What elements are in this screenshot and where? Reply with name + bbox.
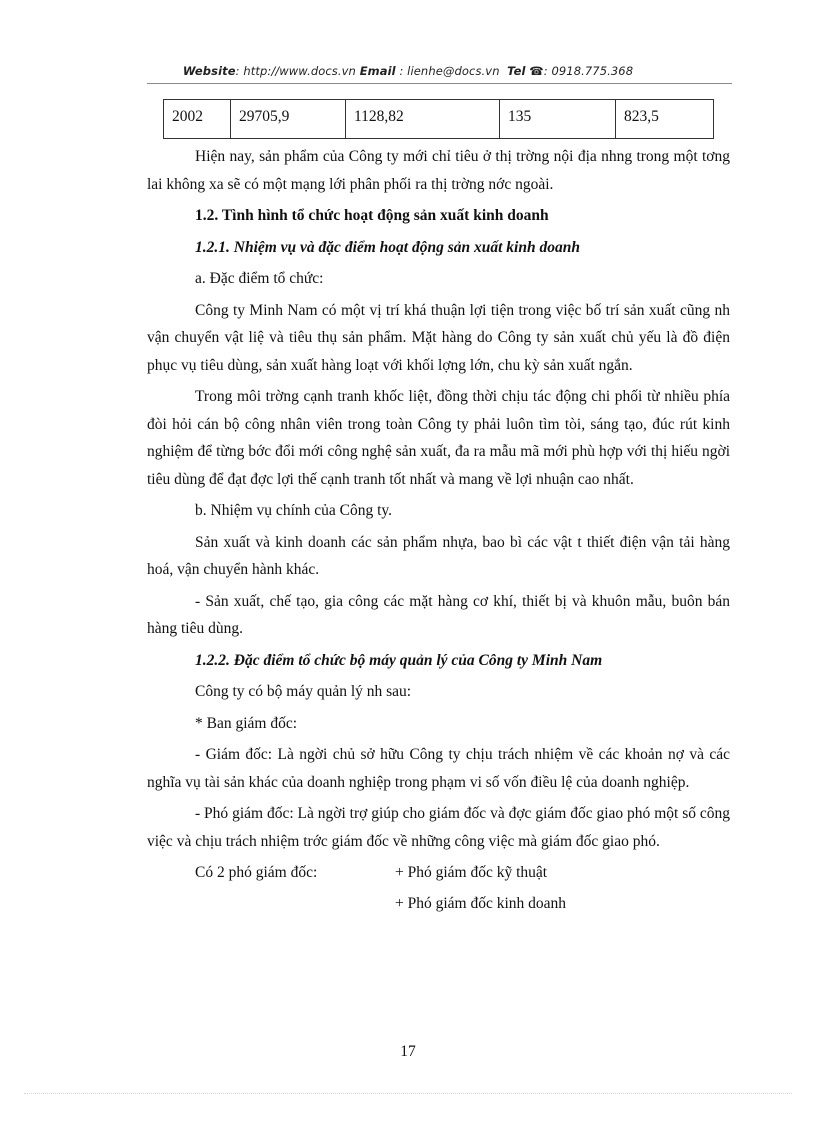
deputy-item: + Phó giám đốc kinh doanh [395,895,567,912]
table-cell: 823,5 [616,100,714,139]
table-cell: 1128,82 [346,100,500,139]
paragraph: Sản xuất và kinh doanh các sản phẩm nhựa, bao bì các vật t thiết điện vận tải hàng hoá, vận chuyển hành khác. [147,533,730,578]
deputies-label: Có 2 phó giám đốc: [195,864,318,881]
email-value: : lienhe@docs.vn [399,64,500,78]
paragraph: Công ty có bộ máy quản lý nh sau: [195,683,412,700]
subsection-heading: 1.2.2. Đặc điểm tổ chức bộ máy quản lý của Công ty Minh Nam [195,651,603,669]
paragraph: Hiện nay, sản phẩm của Công ty mới chỉ tiêu ở thị trờng nội địa nhng trong một tơng lai không xa sẽ có một mạng lới phân phối ra thị trờng nớc ngoài. [147,148,730,193]
page-number: 17 [400,1043,416,1060]
paragraph: a. Đặc điểm tổ chức: [195,270,324,287]
deputies-row [147,890,730,921]
table-cell: 135 [500,100,616,139]
paragraph: - Phó giám đốc: Là ngời trợ giúp cho giám đốc và đợc giám đốc giao phó một số công việc và chịu trách nhiệm trớc giám đốc về những công việc mà giám đốc giao phó. [147,805,730,850]
table-cell-year: 2002 [164,100,231,139]
document-body [147,143,730,921]
paragraph: - Sản xuất, chế tạo, gia công các mặt hàng cơ khí, thiết bị và khuôn mẫu, buôn bán hàng tiêu dùng. [147,592,730,637]
phone-icon: ☎ [529,64,544,78]
paragraph: Công ty Minh Nam có một vị trí khá thuận lợi tiện trong việc bố trí sản xuất cũng nh vận chuyển vật liệ và tiêu thụ sản phẩm. Mặt hàng do Công ty sản xuất chủ yếu là đồ điện phục vụ tiêu dùng, sản xuất hàng loạt với khối lợng lớn, chu kỳ sản xuất ngắn. [147,301,730,374]
page-header [0,64,816,78]
paragraph: * Ban giám đốc: [195,714,298,732]
section-heading: 1.2. Tình hình tổ chức hoạt động sản xuất kinh doanh [195,207,549,224]
deputy-item: + Phó giám đốc kỹ thuật [395,864,548,881]
table-row [164,100,714,139]
header-rule [147,83,732,84]
paragraph: b. Nhiệm vụ chính của Công ty. [195,502,393,519]
table-cell: 29705,9 [231,100,346,139]
website-value: : http://www.docs.vn [235,64,356,78]
email-label: Email [359,64,396,78]
deputies-row [147,859,730,890]
tel-value: : 0918.775.368 [543,64,634,78]
page-bottom-border [24,1093,792,1094]
tel-label: Tel [507,64,526,78]
data-table [163,99,714,139]
paragraph: - Giám đốc: Là ngời chủ sở hữu Công ty chịu trách nhiệm về các khoản nợ và các nghĩa vụ tài sản khác của doanh nghiệp trong phạm vi số vốn điều lệ của doanh nghiệp. [147,746,730,791]
paragraph: Trong môi trờng cạnh tranh khốc liệt, đồng thời chịu tác động chi phối từ nhiều phía đòi hỏi cán bộ công nhân viên trong toàn Công ty phải luôn tìm tòi, sáng tạo, đúc rút kinh nghiệm để từng bớc đổi mới công nghệ sản xuất, đa ra mẫu mã mới phù hợp với thị hiếu ngời tiêu dùng để đạt đợc lợi thế cạnh tranh tốt nhất và mang về lợi nhuận cao nhất. [147,388,730,488]
subsection-heading: 1.2.1. Nhiệm vụ và đặc điểm hoạt động sản xuất kinh doanh [195,238,580,256]
website-label: Website [182,64,236,78]
